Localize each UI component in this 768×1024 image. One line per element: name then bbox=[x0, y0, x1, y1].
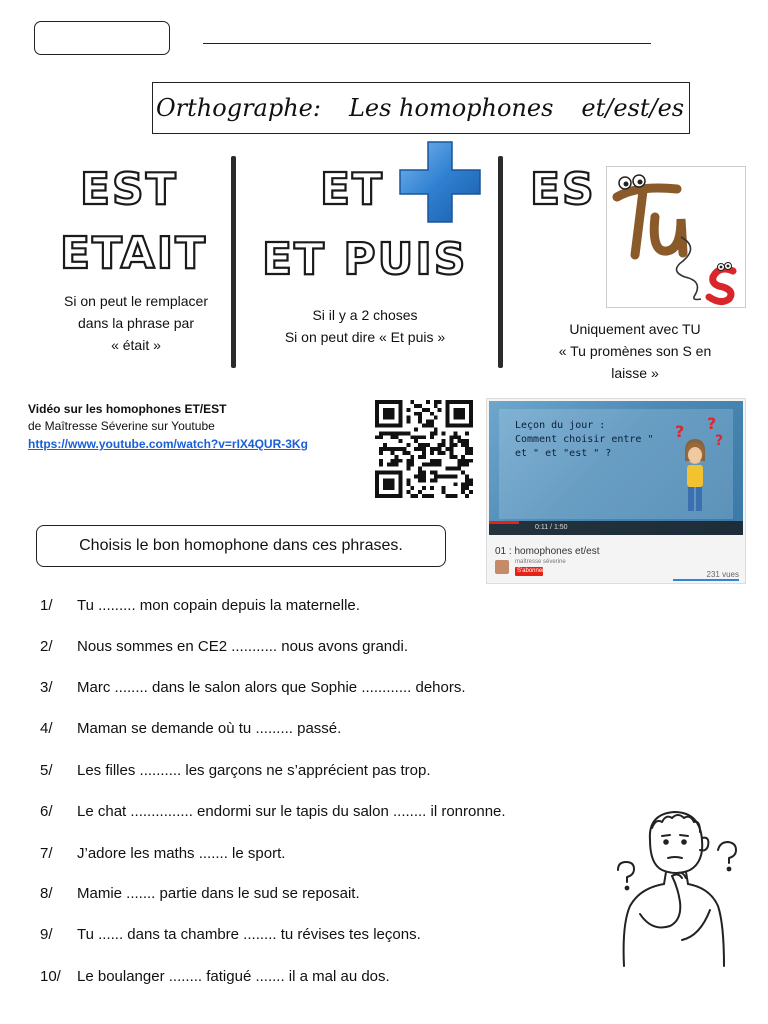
exercise-number: 9/ bbox=[40, 926, 53, 943]
svg-text:?: ? bbox=[715, 433, 724, 449]
exercise-number: 8/ bbox=[40, 885, 53, 902]
column-separator bbox=[498, 156, 503, 368]
teacher-icon bbox=[671, 415, 731, 519]
instruction-text: Choisis le bon homophone dans ces phrases. bbox=[79, 537, 403, 554]
video-time: 0:11 / 1:50 bbox=[535, 524, 568, 531]
exercise-number: 4/ bbox=[40, 720, 53, 737]
subscribe-label: S'abonner bbox=[517, 568, 545, 574]
word-et: ET bbox=[320, 164, 385, 215]
channel-avatar[interactable] bbox=[495, 560, 509, 574]
word-est: EST bbox=[80, 164, 178, 215]
title-prefix: Orthographe: bbox=[156, 94, 321, 122]
exercise-text: Le boulanger ........ fatigué ....... il a mal au dos. bbox=[77, 968, 390, 985]
video-author: de Maîtresse Séverine sur Youtube bbox=[28, 419, 215, 433]
name-box[interactable] bbox=[34, 21, 170, 55]
tu-illustration bbox=[606, 166, 746, 308]
exercise-text: J’adore les maths ....... le sport. bbox=[77, 845, 286, 862]
qr-code-icon bbox=[374, 400, 474, 498]
title-main: Les homophones bbox=[348, 94, 554, 122]
plus-icon bbox=[396, 138, 484, 226]
video-progress[interactable] bbox=[489, 521, 519, 524]
video-thumbnail[interactable] bbox=[486, 398, 746, 584]
word-es: ES bbox=[530, 164, 596, 215]
channel-name[interactable]: maîtresse séverine bbox=[515, 559, 566, 565]
video-title: Vidéo sur les homophones ET/EST bbox=[28, 402, 227, 416]
thinking-boy-icon bbox=[600, 806, 752, 972]
title-suffix: et/est/es bbox=[581, 94, 685, 122]
exercise-text: Maman se demande où tu ......... passé. bbox=[77, 720, 342, 737]
svg-text:?: ? bbox=[675, 422, 685, 441]
views-bar bbox=[673, 579, 739, 581]
exercise-text: Tu ......... mon copain depuis la maternelle. bbox=[77, 597, 360, 614]
exercise-text: Le chat ............... endormi sur le tapis du salon ........ il ronronne. bbox=[77, 803, 506, 820]
svg-text:?: ? bbox=[707, 415, 717, 433]
video-screen[interactable] bbox=[489, 401, 743, 535]
video-controls[interactable] bbox=[489, 521, 743, 535]
video-board-text: Leçon du jour : Comment choisir entre " et " et "est " ? bbox=[515, 420, 654, 459]
exercise-number: 7/ bbox=[40, 845, 53, 862]
exercise-text: Nous sommes en CE2 ........... nous avons grandi. bbox=[77, 638, 408, 655]
exercise-number: 5/ bbox=[40, 762, 53, 779]
exercise-number: 6/ bbox=[40, 803, 53, 820]
exercise-text: Les filles .......... les garçons ne s’apprécient pas trop. bbox=[77, 762, 431, 779]
video-caption[interactable]: 01 : homophones et/est bbox=[495, 546, 600, 557]
exercise-number: 1/ bbox=[40, 597, 53, 614]
name-line bbox=[203, 43, 651, 44]
desc-es: Uniquement avec TU « Tu promènes son S en laisse » bbox=[558, 321, 712, 381]
exercise-number: 2/ bbox=[40, 638, 53, 655]
word-etait: ETAIT bbox=[60, 228, 208, 279]
video-link[interactable]: https://www.youtube.com/watch?v=rIX4QUR-3Kg bbox=[28, 437, 308, 451]
page-title bbox=[156, 88, 686, 128]
desc-est: Si on peut le remplacer dans la phrase par « était » bbox=[64, 293, 208, 353]
exercise-text: Marc ........ dans le salon alors que Sophie ............ dehors. bbox=[77, 679, 466, 696]
exercise-text: Tu ...... dans ta chambre ........ tu révises tes leçons. bbox=[77, 926, 421, 943]
video-views: 231 vues bbox=[706, 570, 739, 579]
desc-et: Si il y a 2 choses Si on peut dire « Et puis » bbox=[284, 307, 446, 345]
exercise-text: Mamie ....... partie dans le sud se reposait. bbox=[77, 885, 360, 902]
exercise-number: 10/ bbox=[40, 968, 61, 985]
exercise-number: 3/ bbox=[40, 679, 53, 696]
word-et-puis: ET PUIS bbox=[262, 234, 468, 285]
tu-s-icon bbox=[607, 167, 745, 307]
